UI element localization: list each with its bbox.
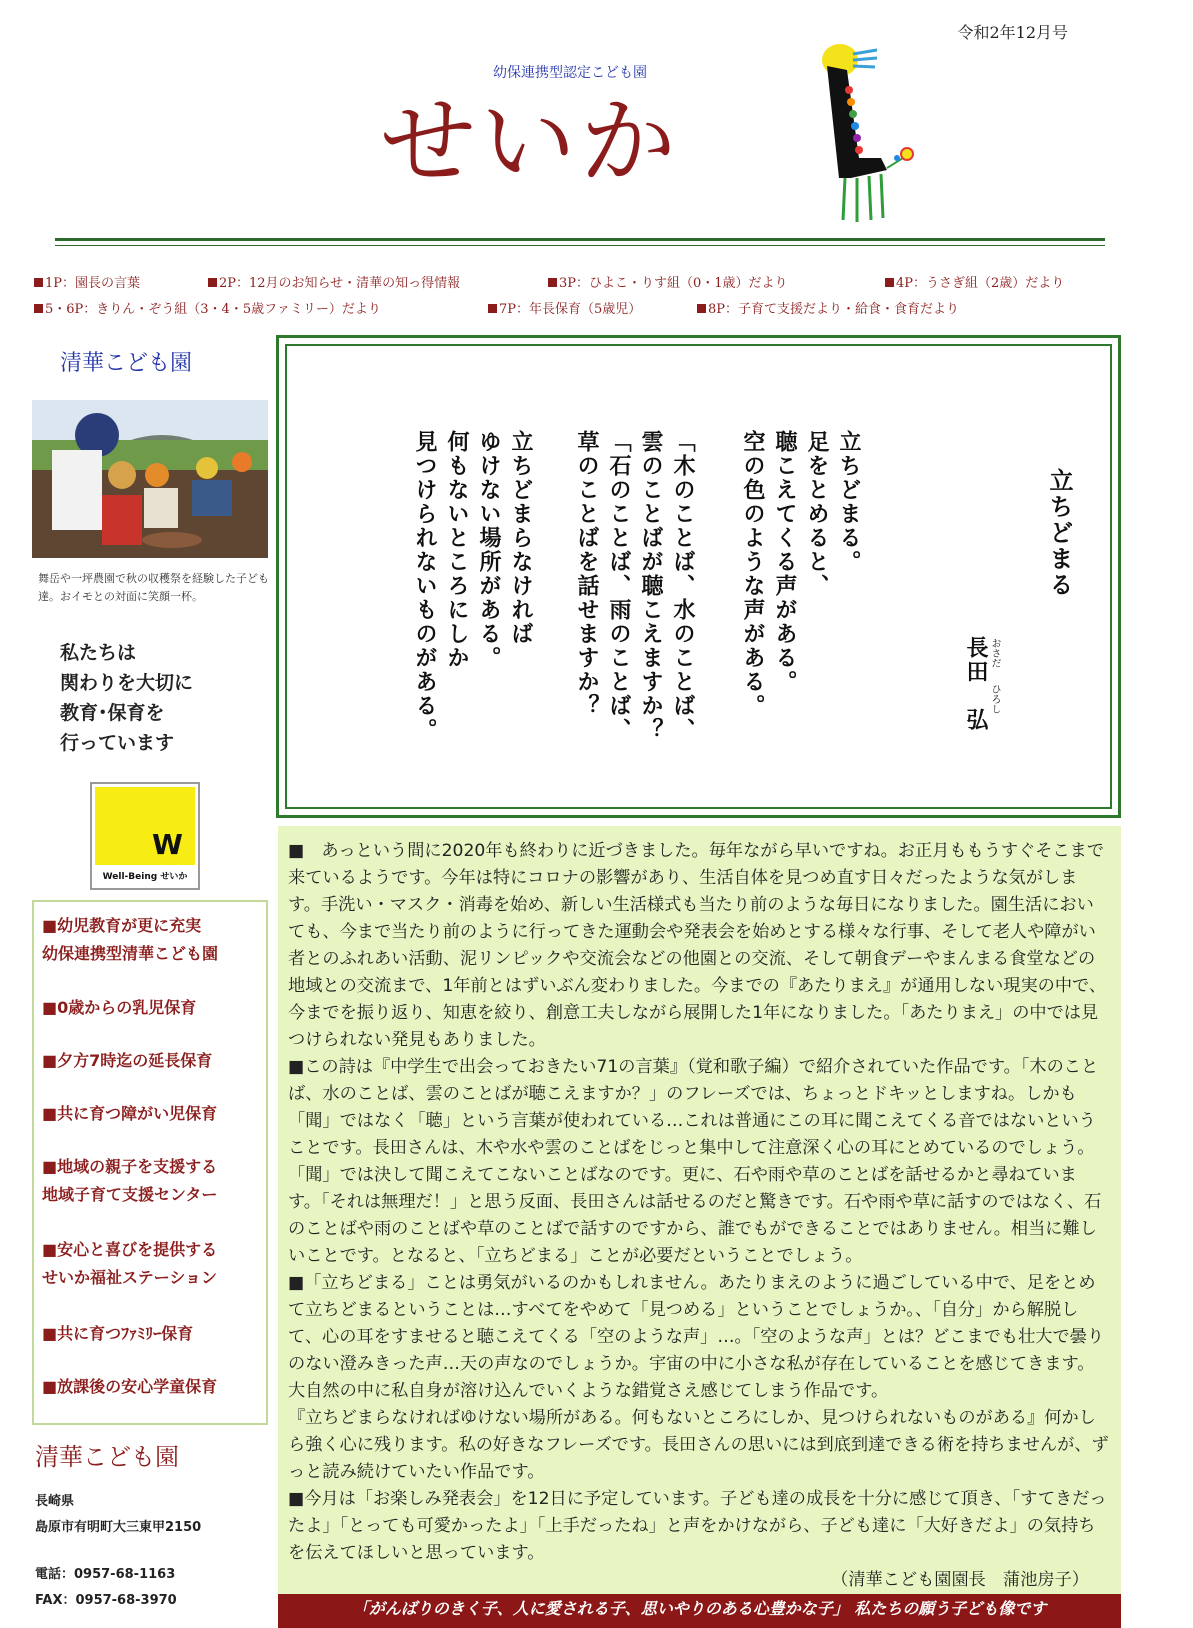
- poem-line: 立ちどまらなければ: [508, 430, 533, 646]
- poem-line: 足をとめると、: [804, 430, 829, 598]
- poem-line: 何もないところにしか: [444, 430, 469, 670]
- feature-item: ■0歳からの乳児保育: [42, 998, 197, 1017]
- poem-line: 聴こえてくる声がある。: [772, 430, 797, 694]
- newsletter-title: せいか: [380, 86, 680, 198]
- motto-line: 行っています: [60, 732, 175, 754]
- header-rule: [55, 238, 1105, 241]
- sidebar-school-name: 清華こども園: [60, 351, 193, 376]
- toc-item: 2P：12月のお知らせ・清華の知っ得情報: [208, 272, 460, 291]
- poem-line: 「石のことば、雨のことば、: [606, 430, 631, 742]
- poem-line: ゆけない場所がある。: [476, 430, 501, 670]
- poem-line: 立ちどまる。: [836, 430, 861, 574]
- toc-item: 3P：ひよこ・りす組（0・1歳）だより: [548, 272, 788, 291]
- phone: 電話：0957-68-1163: [35, 1567, 176, 1582]
- poem-frame: [276, 335, 1121, 818]
- giraffe-mascot-icon: [815, 40, 945, 225]
- harvest-photo: [32, 400, 268, 558]
- essay-paragraph: ■ あっという間に2020年も終わりに近づきました。毎年ながら早いですね。お正月ももうすぐそこまで来ているようです。今年は特にコロナの影響があり、生活自体を見つめ直す日々だったような気がします。手洗い・マスク・消毒を始め、新しい生活様式も当たり前のような毎日になりました。園生活においても、今まで当たり前のように行ってきた運動会や発表会を始めとする様々な行事、そして老人や障がい者とのふれあい活動、泥リンピックや交流会などの他園との交流、そして朝食デーやまんまる食堂などの地域との交流まで、1年前とはずいぶん変わりました。今までの『あたりまえ』が通用しない現実の中で、今までを振り返り、知恵を絞り、創意工夫しながら展開した1年になりました。「あたりまえ」の中では見つけられない発見もありました。: [288, 841, 1107, 1050]
- poem-line: 雲のことばが聴こえますか？: [638, 430, 663, 742]
- toc-item: 8P：子育て支援だより・給食・食育だより: [697, 298, 959, 317]
- poem-title: 立ちどまる: [1045, 468, 1073, 598]
- logo-text: Well-Being せいか: [102, 872, 188, 882]
- address: 島原市有明町大三東甲2150: [35, 1520, 202, 1535]
- motto: [60, 638, 193, 758]
- feature-item: ■地域の親子を支援する 地域子育て支援センター: [42, 1157, 218, 1204]
- toc-item: 4P：うさぎ組（2歳）だより: [885, 272, 1064, 291]
- poem-line: 見つけられないものがある。: [412, 430, 437, 742]
- essay-paragraph: 『立ちどまらなければゆけない場所がある。何もないところにしか、見つけられないものがある』何かしら強く心に残ります。私の好きなフレーズです。長田さんの思いには到底到達できる術を持ちませんが、ずっと読み続けていたい作品です。: [288, 1408, 1109, 1482]
- poem-line: 「木のことば、水のことば、: [670, 430, 695, 742]
- essay-paragraph: ■この詩は『中学生で出会っておきたい71の言葉』（覚和歌子編）で紹介されていた作品です。「木のことば、水のことば、雲のことばが聴こえますか？」のフレーズでは、ちょっとドキッとしますね。しかも「聞」ではなく「聴」という言葉が使われている…これは普通にこの耳に聞こえてくる音ではないということです。長田さんは、木や水や雲のことばをじっと集中して注意深く心の耳にとめているのでしょう。「聞」では決して聞こえてこないことばなのです。更に、石や雨や草のことばを話せるかと尋ねています。「それは無理だ！」と思う反面、長田さんは話せるのだと驚きです。石や雨や草に話すのではなく、石のことばや雨のことばや草のことばで話すのですから、誰でもができることではありません。相当に難しいことです。となると、「立ちどまる」ことが必要だということでしょう。: [288, 1057, 1102, 1266]
- feature-item: ■共に育つ障がい児保育: [42, 1104, 218, 1123]
- feature-item: ■幼児教育が更に充実 幼保連携型清華こども園: [42, 916, 219, 963]
- poem-line: 空の色のような声がある。: [740, 430, 765, 718]
- fax: FAX：0957-68-3970: [35, 1593, 177, 1608]
- essay-paragraph: [288, 1486, 1109, 1594]
- poem-author-ruby: ひろし: [989, 684, 1000, 714]
- newsletter-subtitle: 幼保連携型認定こども園: [493, 65, 647, 81]
- feature-item: ■共に育つﾌｧﾐﾘｰ保育: [42, 1324, 194, 1343]
- essay-paragraph: ■「立ちどまる」ことは勇気がいるのかもしれません。あたりまえのように過ごしている中で、足をとめて立ちどまるということは…すべてをやめて「見つめる」ということでしょうか。、「自分」から解脱して、心の耳をすませると聴こえてくる「空のような声」…。「空のような声」とは？どこまでも壮大で曇りのない澄みきった声…天の声なのでしょうか。宇宙の中に小さな私が存在していることを感じてきます。大自然の中に私自身が溶け込んでいくような錯覚さえ感じてしまう作品です。: [288, 1273, 1105, 1401]
- address-pref: 長崎県: [35, 1494, 75, 1509]
- poem-inner-frame: [285, 344, 1112, 809]
- photo-caption: 舞岳や一坪農園で秋の収穫祭を経験した子ども達。おイモとの対面に笑顔一杯。: [38, 572, 269, 603]
- header-rule-thin: [55, 245, 1105, 246]
- principal-essay: [278, 826, 1121, 1596]
- well-being-logo: [90, 782, 200, 890]
- poem-author: 長田 弘: [963, 636, 988, 732]
- toc-item: 7P：年長保育（5歳児）: [488, 298, 641, 317]
- motto-line: 関わりを大切に: [60, 672, 194, 694]
- features-box: [32, 900, 268, 1425]
- w-mark-icon: W: [152, 828, 183, 861]
- footer-school-name: 清華こども園: [35, 1443, 179, 1471]
- toc-item: 5・6P：きりん・ぞう組（3・4・5歳ファミリー）だより: [34, 298, 381, 317]
- motto-line: 私たちは: [60, 642, 137, 664]
- feature-item: ■安心と喜びを提供する せいか福祉ステーション: [42, 1240, 218, 1287]
- issue-date: 令和2年12月号: [957, 23, 1068, 42]
- essay-paragraph-text: ■今月は「お楽しみ発表会」を12日に予定しています。子ども達の成長を十分に感じて頂き、「すてきだったよ」「とっても可愛かったよ」「上手だったね」と声をかけながら、子ども達に「大好きだよ」の気持ちを伝えてほしいと思っています。: [288, 1489, 1107, 1563]
- motto-banner: 「がんばりのきく子、人に愛される子、思いやりのある心豊かな子」 私たちの願う子ども像です: [278, 1594, 1121, 1628]
- toc-item: 1P：園長の言葉: [34, 272, 140, 291]
- motto-line: 教育･保育を: [60, 702, 165, 724]
- poem-author-ruby: おさだ: [989, 638, 1000, 668]
- feature-item: ■夕方7時迄の延長保育: [42, 1051, 213, 1070]
- essay-signature: （清華こども園園長 蒲池房子）: [831, 1570, 1089, 1590]
- feature-item: ■放課後の安心学童保育: [42, 1377, 218, 1396]
- poem-line: 草のことばを話せますか？: [574, 430, 599, 718]
